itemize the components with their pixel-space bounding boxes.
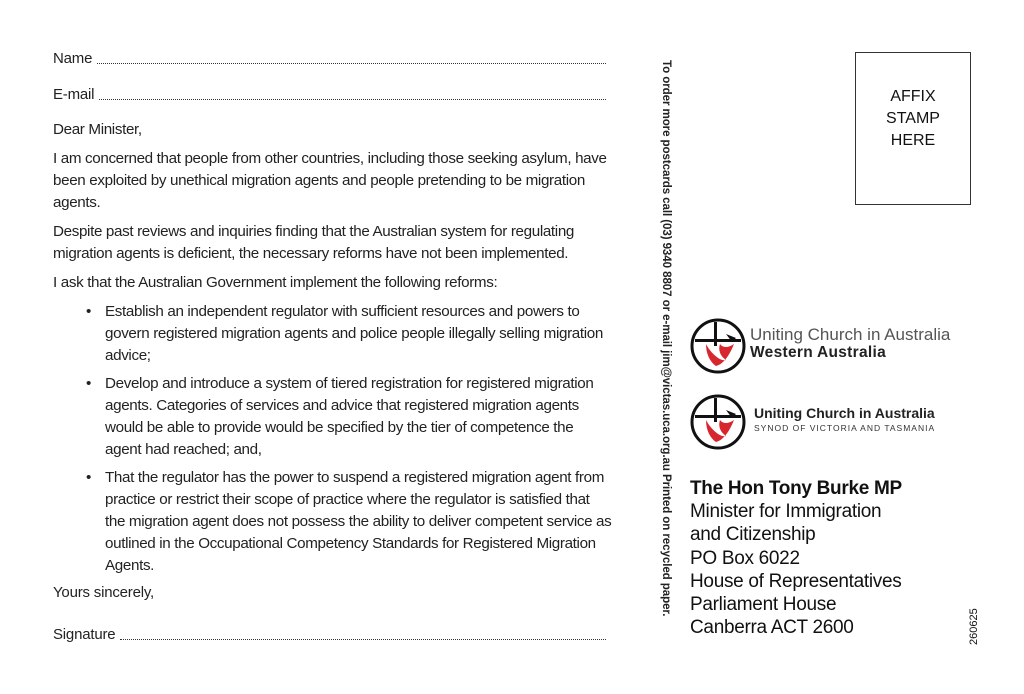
logo-vic-line1: Uniting Church in Australia bbox=[754, 405, 935, 421]
list-item bbox=[53, 373, 613, 461]
address-line: and Citizenship bbox=[690, 524, 816, 546]
address-line: Canberra ACT 2600 bbox=[690, 617, 854, 639]
list-item bbox=[53, 301, 613, 367]
logo-vic-line2: SYNOD OF VICTORIA AND TASMANIA bbox=[754, 423, 936, 433]
uca-wa-logo bbox=[690, 318, 960, 374]
reform-text: That the regulator has the power to suspend a registered migration agent from practice or restrict their scope of practice where the regulator is satisfied that the migration agent does not possess the ability to deliver competent service as outlined in the Occupational Competency Standards for Registered Migration Agents. bbox=[105, 469, 612, 574]
address-line: PO Box 6022 bbox=[690, 547, 800, 569]
address-line: Parliament House bbox=[690, 594, 837, 616]
stamp-box bbox=[855, 52, 971, 205]
print-code-text: 260625 bbox=[968, 608, 980, 645]
letter-body bbox=[53, 119, 613, 583]
email-line[interactable] bbox=[99, 99, 606, 100]
stamp-line: STAMP bbox=[886, 110, 940, 127]
uca-vic-logo bbox=[690, 394, 960, 450]
salutation: Dear Minister, bbox=[53, 121, 142, 138]
reform-text: Develop and introduce a system of tiered registration for registered migration agents. Categories of services and advice that registered migration agents would be able to provide would be specified by the tier of competence the agent had reached; and, bbox=[105, 375, 594, 458]
uniting-church-emblem-icon bbox=[690, 394, 746, 450]
stamp-line: HERE bbox=[890, 132, 936, 149]
print-code bbox=[968, 600, 982, 645]
signature-label: Signature bbox=[53, 626, 116, 643]
reform-text: Establish an independent regulator with sufficient resources and powers to govern registered migration agents and police people illegally selling migration advice; bbox=[105, 303, 603, 364]
order-note-text: To order more postcards call (03) 9340 8807 or e-mail jim@victas.uca.org.au Printed on recycled paper. bbox=[660, 60, 673, 617]
logo-wa-line1: Uniting Church in Australia bbox=[750, 325, 951, 344]
paragraph-request: I ask that the Australian Government implement the following reforms: bbox=[53, 274, 498, 291]
signature-line[interactable] bbox=[120, 639, 606, 640]
bullet: • bbox=[86, 375, 91, 392]
address-line: Minister for Immigration bbox=[690, 501, 882, 523]
bullet: • bbox=[86, 303, 91, 320]
stamp-line: AFFIX bbox=[890, 88, 936, 105]
paragraph-reviews: Despite past reviews and inquiries finding that the Australian system for regulating migration agents is deficient, the necessary reforms have not been implemented. bbox=[53, 223, 575, 262]
email-label: E-mail bbox=[53, 86, 95, 103]
reforms-list bbox=[53, 301, 613, 577]
uniting-church-emblem-icon bbox=[690, 318, 746, 374]
paragraph-concern: I am concerned that people from other countries, including those seeking asylum, have been exploited by unethical migration agents and people pretending to be migration agents. bbox=[53, 150, 607, 211]
logo-wa-line2: Western Australia bbox=[750, 344, 887, 361]
address-line: House of Representatives bbox=[690, 570, 902, 592]
bullet: • bbox=[86, 469, 91, 486]
recipient-name: The Hon Tony Burke MP bbox=[690, 478, 902, 499]
order-note bbox=[655, 60, 675, 640]
name-label: Name bbox=[53, 50, 93, 67]
list-item bbox=[53, 467, 613, 577]
closing: Yours sincerely, bbox=[53, 584, 155, 601]
name-line[interactable] bbox=[97, 63, 606, 64]
recipient-address bbox=[690, 477, 902, 639]
